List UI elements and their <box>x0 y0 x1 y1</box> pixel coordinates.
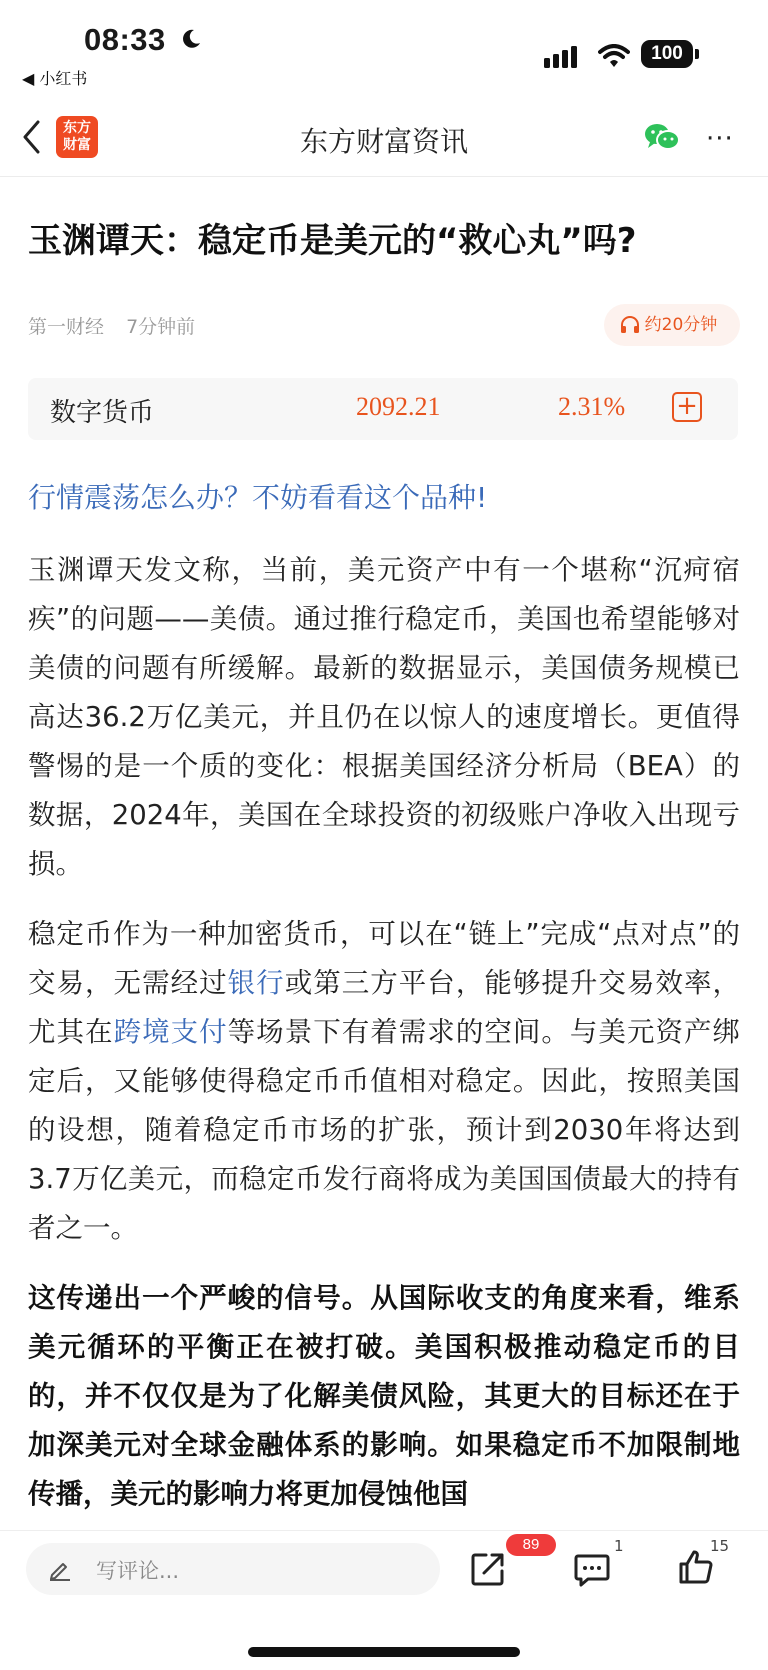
back-to-app-link[interactable]: ◀ 小红书 <box>22 69 88 88</box>
wifi-icon <box>598 44 630 68</box>
cross-border-payment-link[interactable]: 跨境支付 <box>113 1016 228 1048</box>
add-watchlist-button[interactable]: + <box>672 392 702 422</box>
listen-audio-button[interactable] <box>604 304 740 346</box>
status-bar <box>0 0 768 96</box>
like-count: 15 <box>710 1537 730 1555</box>
moon-icon <box>180 28 202 50</box>
bottom-action-bar <box>0 1530 768 1670</box>
stock-price: 2092.21 <box>356 392 441 421</box>
promo-link[interactable]: 行情震荡怎么办？不妨看看这个品种! <box>28 481 488 514</box>
article-source: 第一财经 <box>28 316 105 338</box>
battery-indicator: 100 <box>641 40 693 68</box>
comment-icon[interactable] <box>574 1553 610 1587</box>
article-paragraph-1: 玉渊谭天发文称，当前，美元资产中有一个堪称“沉疴宿疾”的问题——美债。通过推行稳定币，美国也希望能够对美债的问题有所缓解。最新的数据显示，美国债务规模已高达36.2万亿美元，并且仍在以惊人的速度增长。更值得警惕的是一个质的变化：根据美国经济分析局（BEA）的数据，2024年，美国在全球投资的初级账户净收入出现亏损。 <box>28 554 740 880</box>
article-title: 玉渊谭天：稳定币是美元的“救心丸”吗? <box>28 221 637 261</box>
headphones-icon <box>620 316 640 334</box>
top-nav-bar <box>0 100 768 177</box>
article-paragraph-3: 这传递出一个严峻的信号。从国际收支的角度来看，维系美元循环的平衡正在被打破。美国积极推动稳定币的目的，并不仅仅是为了化解美债风险，其更大的目标还在于加深美元对全球金融体系的影响。如果稳定币不加限制地传播，美元的影响力将更加侵蚀他国 <box>28 1282 740 1510</box>
stock-change: 2.31% <box>558 392 626 421</box>
more-options-button[interactable]: ··· <box>706 124 734 154</box>
article-paragraph-2 <box>28 910 740 1253</box>
pencil-icon <box>48 1557 72 1581</box>
stock-name: 数字货币 <box>50 398 155 428</box>
listen-duration: 约20分钟 <box>644 315 718 335</box>
share-icon[interactable] <box>470 1551 506 1587</box>
thumbs-up-icon[interactable] <box>678 1549 714 1585</box>
battery-tip <box>695 49 699 59</box>
article-time: 7分钟前 <box>126 316 196 338</box>
signal-icon <box>544 46 584 68</box>
paragraph-text: 或第三方平台，能够提升交易效率，尤其在 <box>28 967 741 1048</box>
comment-count: 1 <box>614 1537 624 1555</box>
bank-link[interactable]: 银行 <box>227 967 285 999</box>
logo-text-line1: 东方 <box>63 120 91 136</box>
article-meta <box>28 312 211 339</box>
comment-placeholder: 写评论... <box>96 1559 180 1583</box>
paragraph-text: 稳定币作为一种加密货币，可以在“链上”完成“点对点”的交易，无需经过 <box>28 918 740 999</box>
home-indicator[interactable] <box>248 1647 520 1657</box>
share-count-badge: 89 <box>506 1534 556 1556</box>
comment-input[interactable] <box>26 1543 440 1595</box>
logo-text-line2: 财富 <box>63 137 91 153</box>
clock: 08:33 <box>84 22 166 57</box>
page-title: 东方财富资讯 <box>299 125 468 158</box>
paragraph-text: 等场景下有着需求的空间。与美元资产绑定后，又能够使得稳定币币值相对稳定。因此，按照美国的设想，随着稳定币市场的扩张，预计到2030年将达到3.7万亿美元，而稳定币发行商将成为美国国债最大的持有者之一。 <box>28 1016 741 1244</box>
related-stock-card[interactable] <box>28 378 738 440</box>
wechat-share-icon[interactable] <box>644 122 680 152</box>
